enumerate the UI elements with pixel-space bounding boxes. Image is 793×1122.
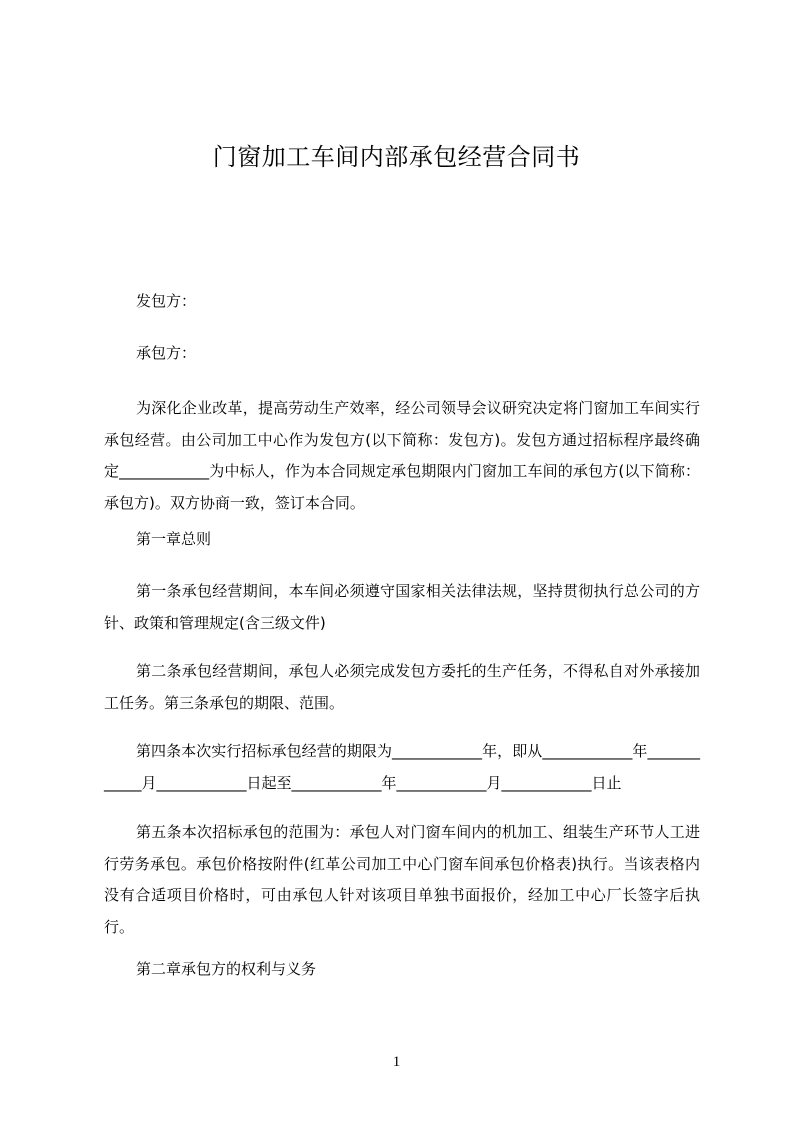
- preamble-paragraph: 为深化企业改革，提高劳动生产效率，经公司领导会议研究决定将门窗加工车间实行承包经营。由公司加工中心作为发包方(以下简称：发包方)。发包方通过招标程序最终确定____________为中标人，作为本合同规定承包期限内门窗加工车间的承包方(以下简称：承包方)。双方协商一致，签订本合同。: [104, 399, 700, 512]
- party-b-label: 承包方：: [136, 344, 197, 362]
- chapter-1-heading: 第一章总则: [136, 530, 212, 548]
- document-title: 门窗加工车间内部承包经营合同书: [212, 143, 581, 171]
- page-number: 1: [392, 1054, 401, 1070]
- chapter-2-heading: 第二章承包方的权利与义务: [136, 960, 317, 978]
- article-5-paragraph: 第五条本次招标承包的范围为：承包人对门窗车间内的机加工、组装生产环节人工进行劳务承包。承包价格按附件(红革公司加工中心门窗车间承包价格表)执行。当该表格内没有合适项目价格时，可由承包人针对该项目单独书面报价，经加工中心厂长签字后执行。: [104, 823, 700, 936]
- article-2-paragraph: 第二条承包经营期间，承包人必须完成发包方委托的生产任务，不得私自对外承接加工任务。第三条承包的期限、范围。: [104, 662, 700, 712]
- article-4-paragraph: 第四条本次实行招标承包经营的期限为____________年，即从____________年____________月____________日起至____________年____________月____________日止: [104, 742, 700, 792]
- article-1-paragraph: 第一条承包经营期间，本车间必须遵守国家相关法律法规，坚持贯彻执行总公司的方针、政策和管理规定(含三级文件): [104, 582, 700, 632]
- party-a-label: 发包方：: [136, 292, 197, 310]
